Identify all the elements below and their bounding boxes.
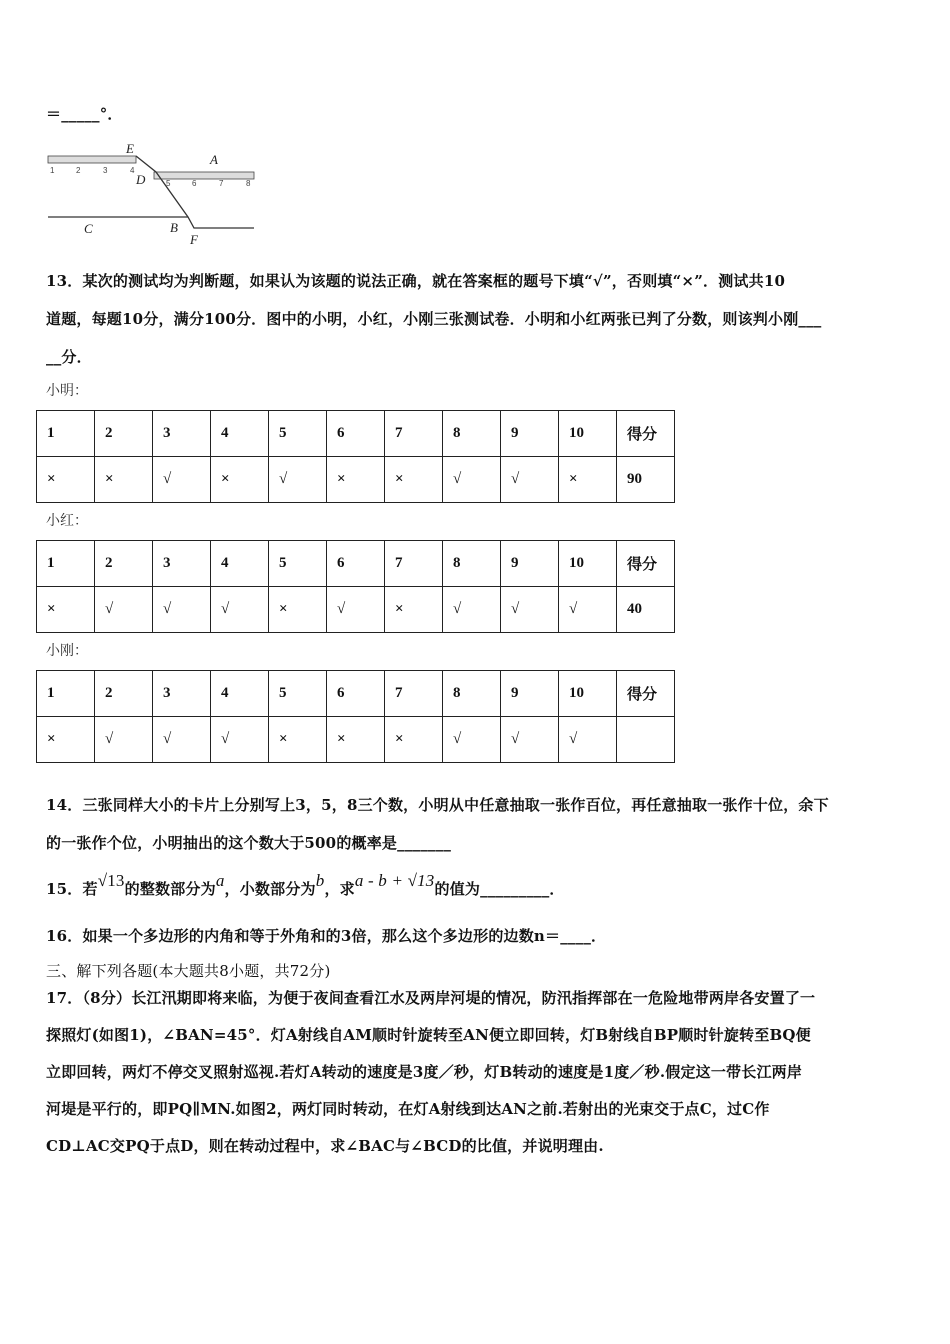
header-cell: 8 <box>443 541 501 587</box>
header-cell: 8 <box>443 411 501 457</box>
header-cell: 1 <box>37 671 95 717</box>
header-cell: 6 <box>327 541 385 587</box>
header-cell: 8 <box>443 671 501 717</box>
header-cell: 10 <box>559 671 617 717</box>
header-cell: 7 <box>385 541 443 587</box>
svg-text:8: 8 <box>246 179 251 188</box>
answer-cell: √ <box>95 587 153 633</box>
svg-text:5: 5 <box>166 179 171 188</box>
answer-cell: √ <box>559 717 617 763</box>
header-cell: 6 <box>327 671 385 717</box>
q14-line1: 14．三张同样大小的卡片上分别写上3，5，8三个数，小明从中任意抽取一张作百位，再任意抽取一张作十位，余下 <box>46 796 829 814</box>
answer-cell: √ <box>501 587 559 633</box>
table-answer-row <box>37 457 675 503</box>
answer-cell: √ <box>443 717 501 763</box>
answer-cell: × <box>327 717 385 763</box>
q17-line3: 立即回转，两灯不停交叉照射巡视.若灯A转动的速度是3度／秒，灯B转动的速度是1度／秒.假定这一带长江两岸 <box>46 1063 803 1081</box>
answer-cell: × <box>385 587 443 633</box>
table-answer-row <box>37 587 675 633</box>
svg-text:1: 1 <box>50 166 55 175</box>
answer-cell: √ <box>559 587 617 633</box>
answer-cell: √ <box>153 717 211 763</box>
svg-text:6: 6 <box>192 179 197 188</box>
answer-cell: √ <box>327 587 385 633</box>
header-cell: 得分 <box>617 671 675 717</box>
table-label-xiaoming: 小明： <box>46 383 88 399</box>
header-cell: 4 <box>211 541 269 587</box>
answer-cell: × <box>211 457 269 503</box>
answer-cell: × <box>37 457 95 503</box>
header-cell: 10 <box>559 411 617 457</box>
header-cell: 得分 <box>617 411 675 457</box>
header-cell: 3 <box>153 411 211 457</box>
label-B: B <box>170 220 178 235</box>
q14-line2: 的一张作个位，小明抽出的这个数大于500的概率是_______ <box>46 834 452 852</box>
header-cell: 得分 <box>617 541 675 587</box>
expression: a - b + √13 <box>354 871 435 890</box>
answer-cell: √ <box>95 717 153 763</box>
table-label-xiaohong: 小红： <box>46 513 88 529</box>
header-cell: 3 <box>153 541 211 587</box>
table-header-row <box>37 541 675 587</box>
svg-text:7: 7 <box>219 179 224 188</box>
header-cell: 2 <box>95 411 153 457</box>
answer-cell: × <box>327 457 385 503</box>
var-a: a <box>215 871 225 890</box>
header-cell: 7 <box>385 671 443 717</box>
q17-line4: 河堤是平行的，即PQ∥MN.如图2，两灯同时转动，在灯A射线到达AN之前.若射出的光束交于点C，过C作 <box>46 1100 770 1118</box>
label-E: E <box>126 141 134 156</box>
label-A: A <box>210 152 218 167</box>
table-answer-row <box>37 717 675 763</box>
xiaogang-table <box>36 670 675 763</box>
label-F: F <box>190 232 198 247</box>
table-header-row <box>37 671 675 717</box>
header-cell: 5 <box>269 541 327 587</box>
answer-cell: × <box>385 457 443 503</box>
table-label-xiaogang: 小刚： <box>46 643 88 659</box>
answer-cell: × <box>559 457 617 503</box>
answer-cell: √ <box>443 587 501 633</box>
answer-cell: √ <box>269 457 327 503</box>
q17-line1: 17．（8分）长江汛期即将来临，为便于夜间查看江水及两岸河堤的情况，防汛指挥部在一危险地带两岸各安置了一 <box>46 989 816 1007</box>
answer-cell: × <box>95 457 153 503</box>
q13-line1: 13．某次的测试均为判断题，如果认为该题的说法正确，就在答案框的题号下填“√”，否则填“×”．测试共10 <box>46 272 786 290</box>
table-header-row <box>37 411 675 457</box>
header-cell: 5 <box>269 671 327 717</box>
svg-text:3: 3 <box>103 166 108 175</box>
header-cell: 9 <box>501 411 559 457</box>
header-cell: 9 <box>501 541 559 587</box>
section3-title: 三、解下列各题(本大题共8小题，共72分) <box>46 962 331 980</box>
header-cell: 4 <box>211 411 269 457</box>
answer-cell: √ <box>501 717 559 763</box>
header-cell: 2 <box>95 541 153 587</box>
sqrt-13: √13 <box>97 871 125 890</box>
answer-cell: × <box>269 717 327 763</box>
answer-cell: √ <box>501 457 559 503</box>
label-C: C <box>84 221 93 236</box>
q17-line5: CD⊥AC交PQ于点D，则在转动过程中，求∠BAC与∠BCD的比值，并说明理由. <box>46 1137 604 1155</box>
header-cell: 10 <box>559 541 617 587</box>
header-cell: 2 <box>95 671 153 717</box>
score-cell: 40 <box>617 587 675 633</box>
q15-line: 15．若√13的整数部分为a，小数部分为b，求a - b + √13的值为_________． <box>46 871 565 898</box>
label-D: D <box>136 172 146 187</box>
var-b: b <box>315 871 325 890</box>
q13-line2: 道题，每题10分，满分100分．图中的小明，小红，小刚三张测试卷．小明和小红两张已判了分数，则该判小刚___ <box>46 310 822 328</box>
q12-answer-blank: ＝_____°． <box>46 105 123 123</box>
answer-cell: √ <box>211 587 269 633</box>
svg-text:4: 4 <box>130 166 135 175</box>
answer-cell: √ <box>153 457 211 503</box>
q16-line: 16．如果一个多边形的内角和等于外角和的3倍，那么这个多边形的边数n＝____． <box>46 927 607 945</box>
score-cell <box>617 717 675 763</box>
answer-cell: √ <box>443 457 501 503</box>
ruler-figure <box>44 140 264 250</box>
xiaoming-table <box>36 410 675 503</box>
answer-cell: √ <box>211 717 269 763</box>
header-cell: 4 <box>211 671 269 717</box>
header-cell: 7 <box>385 411 443 457</box>
answer-cell: × <box>385 717 443 763</box>
q13-line3: __分． <box>46 348 92 366</box>
header-cell: 5 <box>269 411 327 457</box>
score-cell: 90 <box>617 457 675 503</box>
header-cell: 6 <box>327 411 385 457</box>
header-cell: 3 <box>153 671 211 717</box>
answer-cell: × <box>37 717 95 763</box>
svg-text:2: 2 <box>76 166 81 175</box>
header-cell: 1 <box>37 541 95 587</box>
q17-line2: 探照灯(如图1)，∠BAN=45°．灯A射线自AM顺时针旋转至AN便立即回转，灯B射线自BP顺时针旋转至BQ便 <box>46 1026 811 1044</box>
answer-cell: √ <box>153 587 211 633</box>
xiaohong-table <box>36 540 675 633</box>
answer-cell: × <box>269 587 327 633</box>
header-cell: 9 <box>501 671 559 717</box>
header-cell: 1 <box>37 411 95 457</box>
answer-cell: × <box>37 587 95 633</box>
